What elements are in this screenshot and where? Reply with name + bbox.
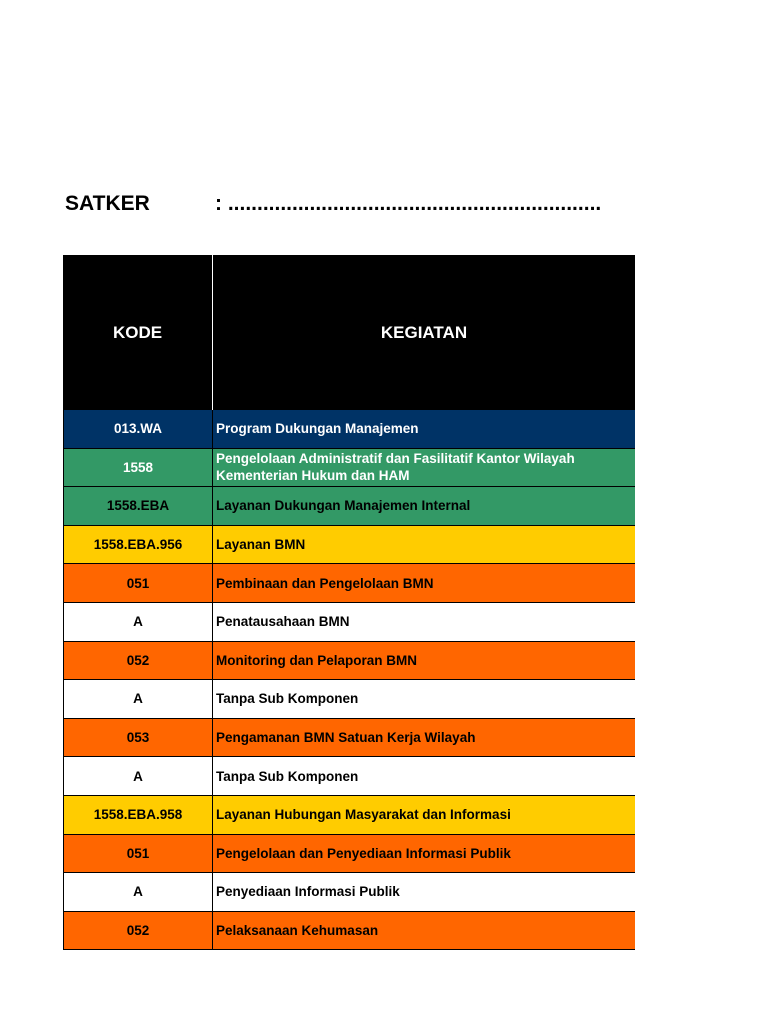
table-row xyxy=(63,487,635,526)
row-kegiatan: Pengelolaan dan Penyediaan Informasi Publik xyxy=(216,845,511,861)
row-kode: 053 xyxy=(63,719,213,757)
table-header xyxy=(63,255,635,410)
table-row xyxy=(63,719,635,758)
table-row xyxy=(63,642,635,681)
row-kode: A xyxy=(63,757,213,795)
header-kegiatan: KEGIATAN xyxy=(380,322,468,342)
row-kegiatan: Layanan Dukungan Manajemen Internal xyxy=(216,498,471,514)
row-kegiatan: Tanpa Sub Komponen xyxy=(216,768,359,784)
row-kode: A xyxy=(63,680,213,718)
satker-value: : ................................................................ xyxy=(215,192,602,215)
row-kode: 1558.EBA.956 xyxy=(63,526,213,564)
row-kode: 052 xyxy=(63,912,213,950)
header-kode: KODE xyxy=(63,255,213,410)
satker-line xyxy=(65,192,645,220)
table-row xyxy=(63,526,635,565)
row-kode: 051 xyxy=(63,564,213,602)
row-kegiatan: Penatausahaan BMN xyxy=(216,614,350,630)
row-kegiatan: Program Dukungan Manajemen xyxy=(216,421,419,437)
satker-label: SATKER xyxy=(65,192,150,215)
table-row xyxy=(63,757,635,796)
table-body xyxy=(63,410,635,950)
row-kegiatan: Pembinaan dan Pengelolaan BMN xyxy=(216,575,434,591)
table-row xyxy=(63,564,635,603)
table-row xyxy=(63,680,635,719)
row-kegiatan: Pengamanan BMN Satuan Kerja Wilayah xyxy=(216,730,476,746)
row-kegiatan: Layanan BMN xyxy=(216,537,306,553)
table-row xyxy=(63,912,635,951)
row-kegiatan: Pelaksanaan Kehumasan xyxy=(216,923,379,939)
table-row xyxy=(63,796,635,835)
row-kegiatan: Tanpa Sub Komponen xyxy=(216,691,359,707)
row-kegiatan: Pengelolaan Administratif dan Fasilitatif Kantor Wilayah Kementerian Hukum dan HAM xyxy=(216,451,575,484)
row-kegiatan: Monitoring dan Pelaporan BMN xyxy=(216,652,417,668)
row-kode: 1558.EBA.958 xyxy=(63,796,213,834)
row-kode: A xyxy=(63,873,213,911)
row-kode: A xyxy=(63,603,213,641)
table-row xyxy=(63,449,635,488)
table-row xyxy=(63,603,635,642)
table-row xyxy=(63,873,635,912)
row-kegiatan: Layanan Hubungan Masyarakat dan Informasi xyxy=(216,807,511,823)
row-kode: 051 xyxy=(63,835,213,873)
table-row xyxy=(63,410,635,449)
row-kode: 1558.EBA xyxy=(63,487,213,525)
row-kode: 013.WA xyxy=(63,410,213,448)
row-kegiatan: Penyediaan Informasi Publik xyxy=(216,884,400,900)
kegiatan-table xyxy=(63,255,635,950)
row-kode: 052 xyxy=(63,642,213,680)
table-row xyxy=(63,835,635,874)
row-kode: 1558 xyxy=(63,449,213,487)
